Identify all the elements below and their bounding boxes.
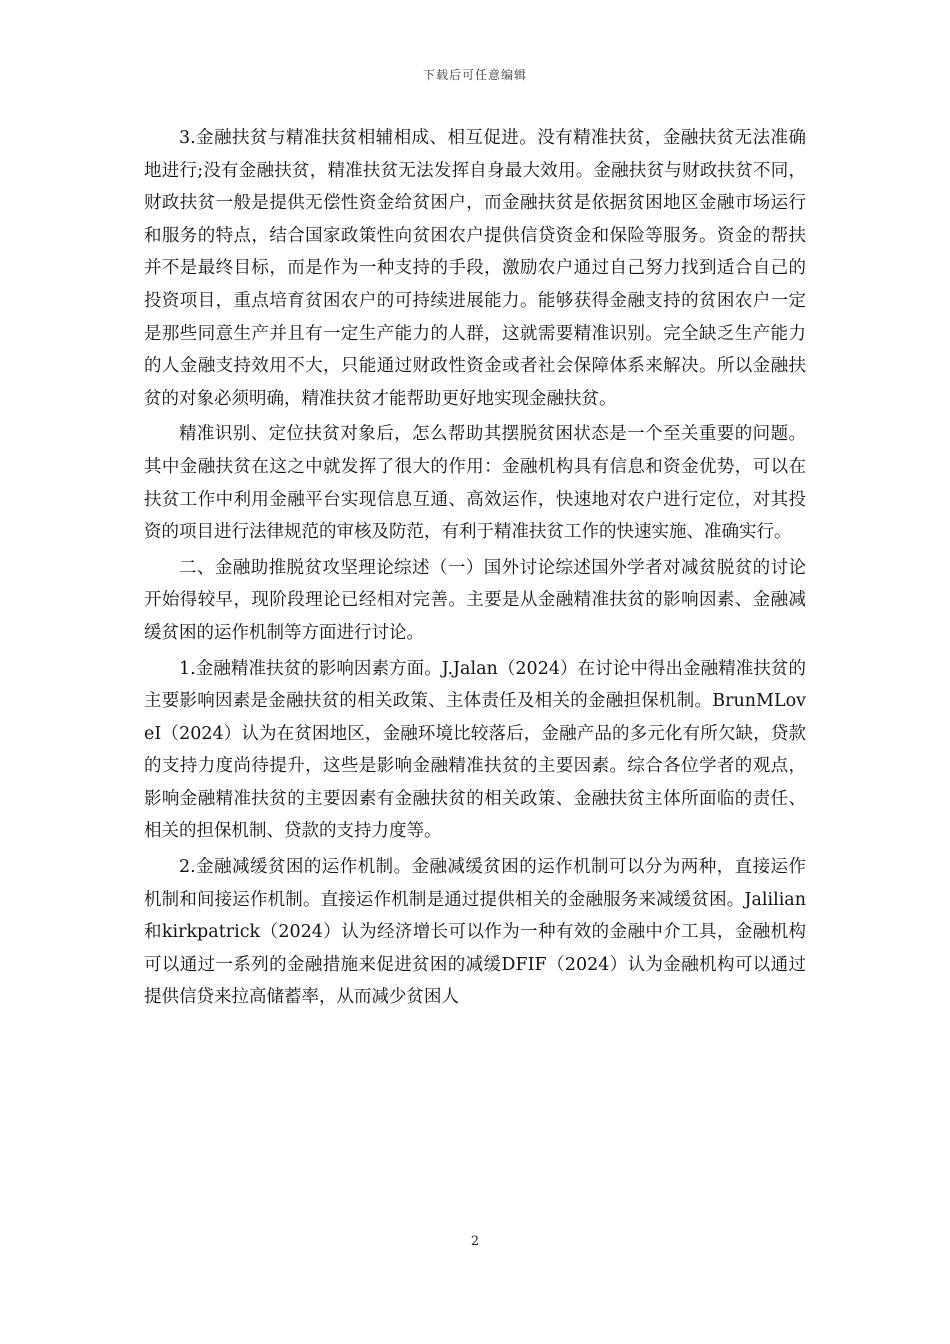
paragraph-5: 2.金融减缓贫困的运作机制。金融减缓贫困的运作机制可以分为两种，直接运作机制和间接运作机制。直接运作机制是通过提供相关的金融服务来减缓贫困。Jalilian和kirkpatrick（2024）认为经济增长可以作为一种有效的金融中介工具，金融机构可以通过一系列的金融措施来促进贫困的减缓DFIF（2024）认为金融机构可以通过提供信贷来拉高储蓄率，从而减少贫困人 [144,857,806,1008]
document-body [144,122,806,1017]
paragraph-3: 二、金融助推脱贫攻坚理论综述（一）国外讨论综述国外学者对减贫脱贫的讨论开始得较早，现阶段理论已经相对完善。主要是从金融精准扶贫的影响因素、金融减缓贫困的运作机制等方面进行讨论。 [144,557,806,643]
paragraph-4: 1.金融精准扶贫的影响因素方面。J.Jalan（2024）在讨论中得出金融精准扶贫的主要影响因素是金融扶贫的相关政策、主体责任及相关的金融担保机制。BrunMLoveI（2024）认为在贫困地区，金融环境比较落后，金融产品的多元化有所欠缺，贷款的支持力度尚待提升，这些是影响金融精准扶贫的主要因素。综合各位学者的观点，影响金融精准扶贫的主要因素有金融扶贫的相关政策、金融扶贫主体所面临的责任、相关的担保机制、贷款的支持力度等。 [144,658,806,842]
page-number: 2 [470,1234,480,1249]
page-header: 下载后可任意编辑 [422,68,527,82]
paragraph-2: 精准识别、定位扶贫对象后，怎么帮助其摆脱贫困状态是一个至关重要的问题。其中金融扶贫在这之中就发挥了很大的作用：金融机构具有信息和资金优势，可以在扶贫工作中利用金融平台实现信息互通、高效运作，快速地对农户进行定位，对其投资的项目进行法律规范的审核及防范，有利于精准扶贫工作的快速实施、准确实行。 [144,424,806,543]
paragraph-1: 3.金融扶贫与精准扶贫相辅相成、相互促进。没有精准扶贫，金融扶贫无法准确地进行;没有金融扶贫，精准扶贫无法发挥自身最大效用。金融扶贫与财政扶贫不同，财政扶贫一般是提供无偿性资金给贫困户，而金融扶贫是依据贫困地区金融市场运行和服务的特点，结合国家政策性向贫困农户提供信贷资金和保险等服务。资金的帮扶并不是最终目标，而是作为一种支持的手段，激励农户通过自己努力找到适合自己的投资项目，重点培育贫困农户的可持续进展能力。能够获得金融支持的贫困农户一定是那些同意生产并且有一定生产能力的人群，这就需要精准识别。完全缺乏生产能力的人金融支持效用不大，只能通过财政性资金或者社会保障体系来解决。所以金融扶贫的对象必须明确，精准扶贫才能帮助更好地实现金融扶贫。 [144,128,806,409]
